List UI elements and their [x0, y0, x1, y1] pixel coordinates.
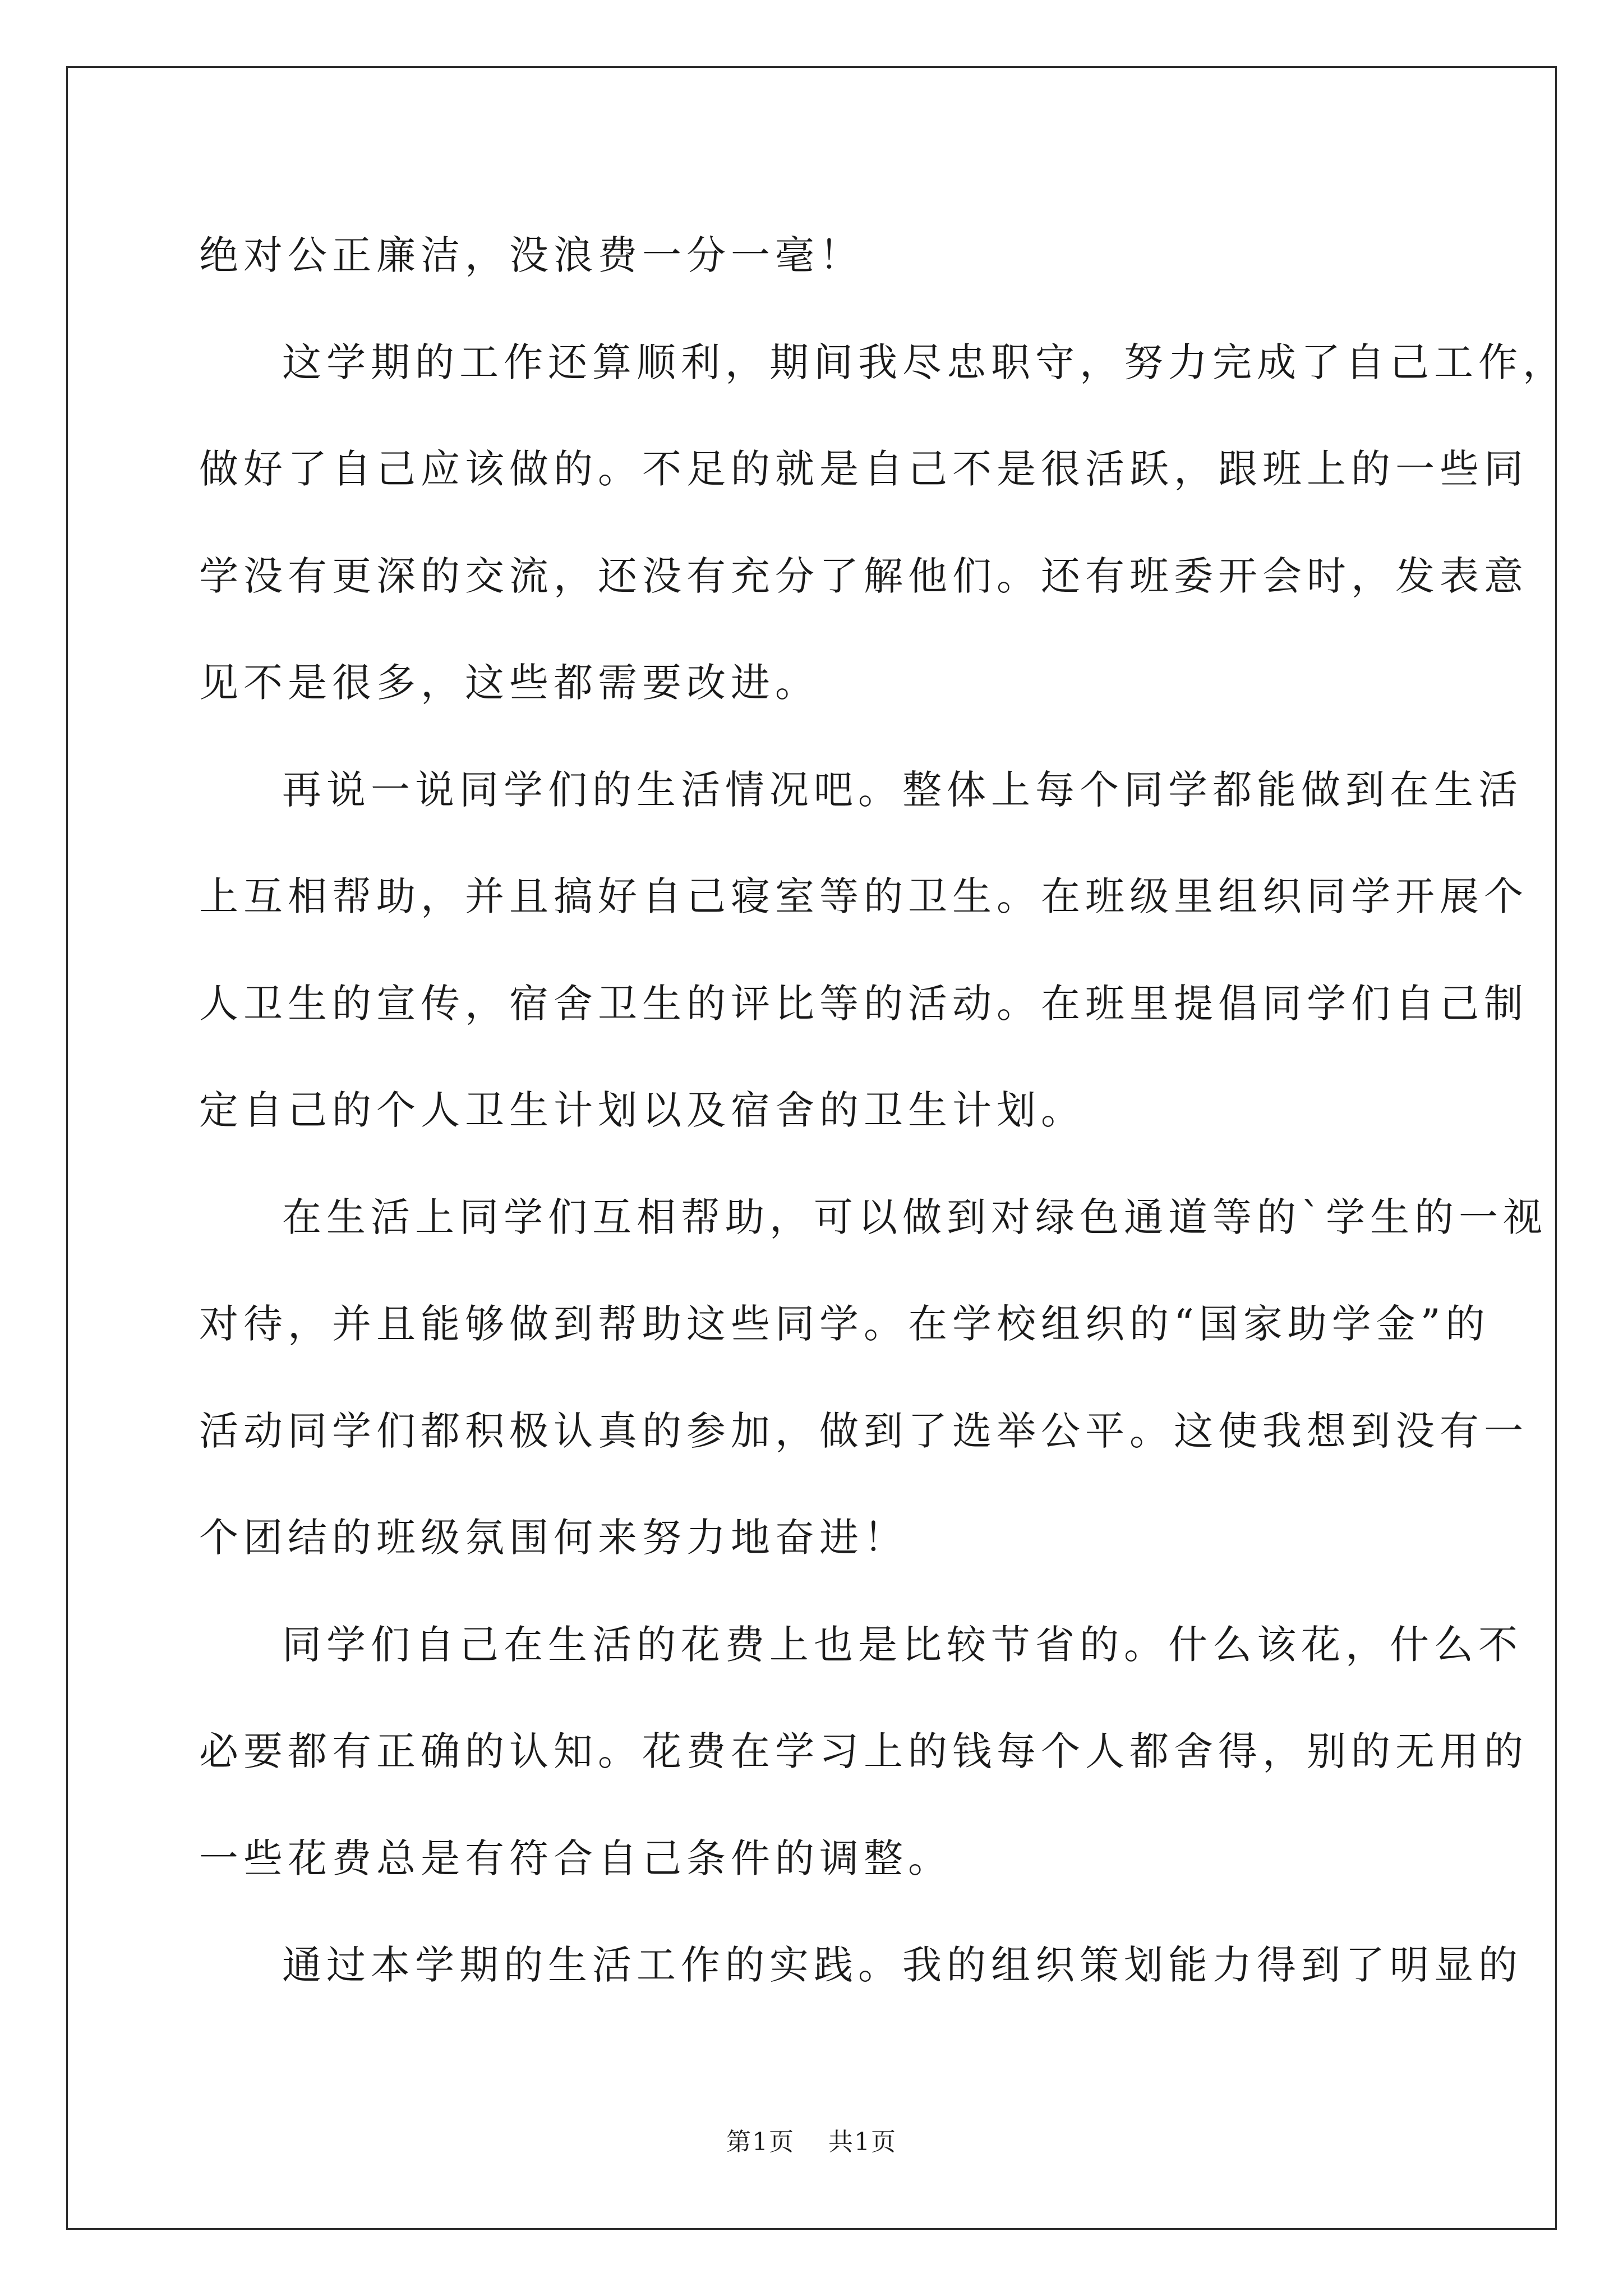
text-line-14: 同学们自己在生活的花费上也是比较节省的。什么该花，什么不	[282, 1621, 1523, 1668]
text-line-11: 对待，并且能够做到帮助这些同学。在学校组织的“国家助学金”的	[199, 1301, 1490, 1347]
text-line-7: 上互相帮助，并且搞好自己寝室等的卫生。在班级里组织同学开展个	[199, 873, 1528, 919]
page-number-total: 共1页	[828, 2128, 897, 2156]
text-line-3: 做好了自己应该做的。不足的就是自己不是很活跃，跟班上的一些同	[199, 446, 1528, 492]
text-line-12: 活动同学们都积极认真的参加，做到了选举公平。这使我想到没有一	[199, 1407, 1528, 1454]
text-line-10: 在生活上同学们互相帮助，可以做到对绿色通道等的`学生的一视	[282, 1194, 1547, 1240]
text-line-16: 一些花费总是有符合自己条件的调整。	[199, 1835, 952, 1881]
document-body	[199, 202, 1567, 2019]
text-line-4: 学没有更深的交流，还没有充分了解他们。还有班委开会时，发表意	[199, 553, 1528, 599]
text-line-2: 这学期的工作还算顺利，期间我尽忠职守，努力完成了自己工作，	[282, 339, 1567, 385]
text-line-1: 绝对公正廉洁，没浪费一分一毫！	[199, 232, 864, 278]
page-number-current: 第1页	[726, 2128, 795, 2156]
text-line-15: 必要都有正确的认知。花费在学习上的钱每个人都舍得，别的无用的	[199, 1728, 1528, 1774]
text-line-9: 定自己的个人卫生计划以及宿舍的卫生计划。	[199, 1087, 1085, 1133]
text-line-8: 人卫生的宣传，宿舍卫生的评比等的活动。在班里提倡同学们自己制	[199, 980, 1528, 1027]
text-line-5: 见不是很多，这些都需要改进。	[199, 660, 819, 706]
text-line-13: 个团结的班级氛围何来努力地奋进！	[199, 1515, 908, 1561]
text-line-17: 通过本学期的生活工作的实践。我的组织策划能力得到了明显的	[282, 1942, 1523, 1988]
text-line-6: 再说一说同学们的生活情况吧。整体上每个同学都能做到在生活	[282, 766, 1523, 813]
page-footer	[0, 2122, 1623, 2157]
